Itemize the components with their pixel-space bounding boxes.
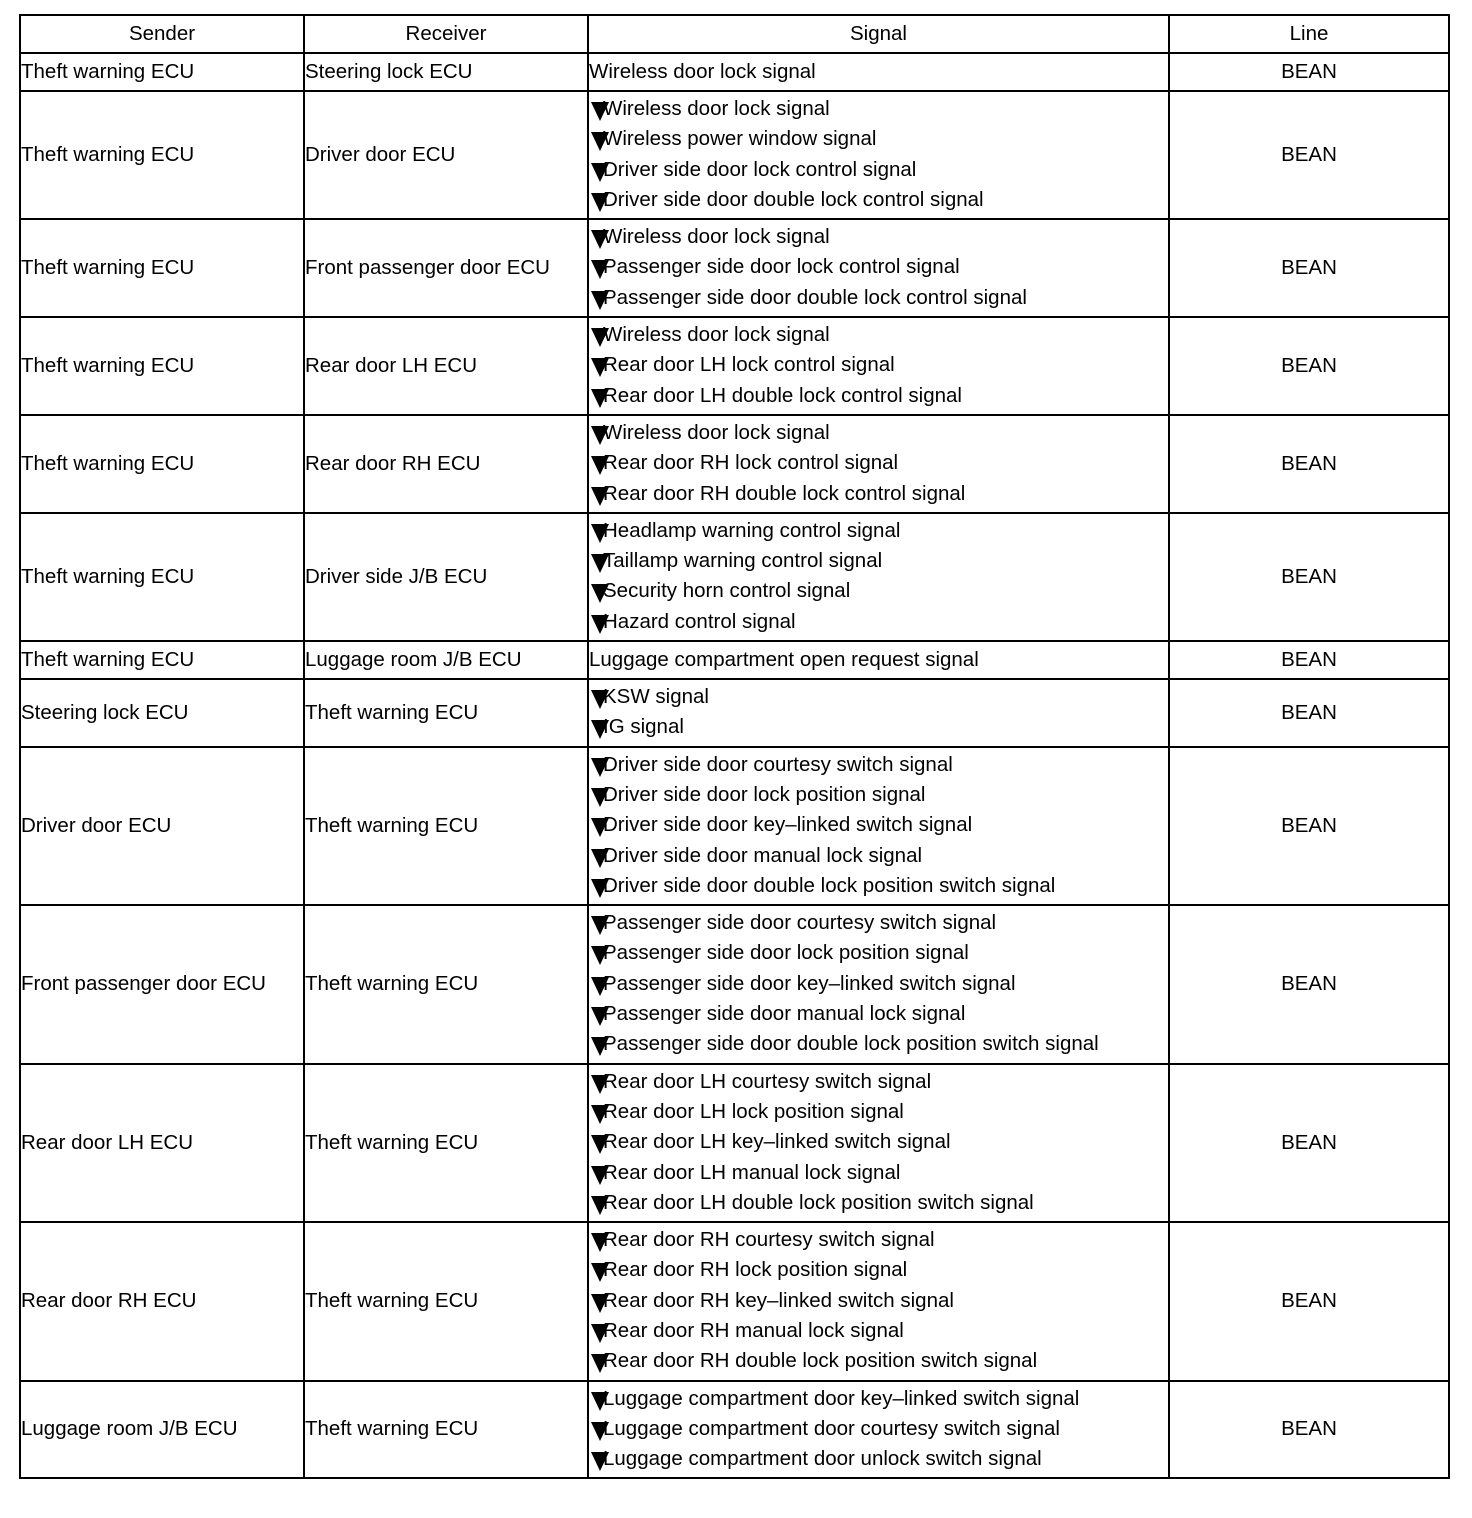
sender-cell: Theft warning ECU	[20, 53, 304, 91]
signal-text: Headlamp warning control signal	[603, 518, 901, 542]
communication-table	[19, 14, 1450, 1479]
table-row	[20, 219, 1449, 317]
signal-text: Rear door RH lock control signal	[603, 451, 899, 475]
table-row	[20, 53, 1449, 91]
signal-item	[589, 642, 1168, 678]
signal-item	[589, 810, 1168, 840]
signal-text: Luggage compartment door unlock switch signal	[603, 1447, 1042, 1471]
line-cell: BEAN	[1169, 91, 1449, 219]
signal-text: Wireless door lock signal	[603, 420, 830, 444]
signal-text: Driver side door double lock control signal	[603, 187, 984, 211]
receiver-cell: Theft warning ECU	[304, 747, 588, 905]
table-row	[20, 1064, 1449, 1222]
signal-text: Passenger side door key–linked switch signal	[603, 971, 1016, 995]
signal-cell	[588, 1064, 1169, 1222]
signal-text: Passenger side door lock control signal	[603, 255, 960, 279]
receiver-cell: Theft warning ECU	[304, 905, 588, 1063]
receiver-cell: Theft warning ECU	[304, 1381, 588, 1479]
signal-item	[589, 1255, 1168, 1285]
signal-item	[589, 1188, 1168, 1218]
signal-cell	[588, 747, 1169, 905]
signal-item	[589, 1346, 1168, 1376]
signal-text: Security horn control signal	[603, 579, 851, 603]
signal-item	[589, 381, 1168, 411]
signal-text: Rear door LH courtesy switch signal	[603, 1069, 932, 1093]
table-row	[20, 1222, 1449, 1380]
signal-item	[589, 222, 1168, 252]
signal-cell	[588, 53, 1169, 91]
receiver-cell: Luggage room J/B ECU	[304, 641, 588, 679]
line-cell: BEAN	[1169, 219, 1449, 317]
signal-text: Passenger side door courtesy switch signal	[603, 911, 997, 935]
signal-item	[589, 1414, 1168, 1444]
sender-cell: Theft warning ECU	[20, 91, 304, 219]
signal-text: Rear door LH double lock position switch signal	[603, 1190, 1034, 1214]
signal-item	[589, 1029, 1168, 1059]
signal-text: Wireless door lock signal	[603, 225, 830, 249]
signal-item	[589, 1127, 1168, 1157]
sender-cell: Theft warning ECU	[20, 415, 304, 513]
line-cell: BEAN	[1169, 1222, 1449, 1380]
sender-cell: Theft warning ECU	[20, 641, 304, 679]
sender-cell: Theft warning ECU	[20, 513, 304, 641]
signal-text: Rear door LH manual lock signal	[603, 1160, 901, 1184]
signal-item	[589, 350, 1168, 380]
signal-item	[589, 1444, 1168, 1474]
signal-text: Wireless door lock signal	[603, 97, 830, 120]
signal-cell	[588, 219, 1169, 317]
signal-item	[589, 908, 1168, 938]
signal-cell	[588, 679, 1169, 747]
signal-item	[589, 1286, 1168, 1316]
signal-item	[589, 712, 1168, 742]
receiver-cell: Front passenger door ECU	[304, 219, 588, 317]
header-sender: Sender	[20, 15, 304, 53]
line-cell: BEAN	[1169, 747, 1449, 905]
sender-cell: Luggage room J/B ECU	[20, 1381, 304, 1479]
signal-text: Luggage compartment door key–linked switch signal	[603, 1386, 1080, 1410]
table-row	[20, 91, 1449, 219]
sender-cell: Driver door ECU	[20, 747, 304, 905]
receiver-cell: Driver door ECU	[304, 91, 588, 219]
signal-text: Rear door RH double lock position switch signal	[603, 1349, 1038, 1373]
signal-text: Rear door LH lock position signal	[603, 1099, 904, 1123]
line-cell: BEAN	[1169, 1064, 1449, 1222]
signal-text: Driver side door key–linked switch signal	[603, 813, 973, 837]
signal-text: Wireless door lock signal	[603, 323, 830, 347]
table-row	[20, 641, 1449, 679]
table-row	[20, 317, 1449, 415]
signal-text: IG signal	[603, 715, 684, 739]
signal-text: Luggage compartment open request signal	[589, 648, 979, 672]
signal-item	[589, 320, 1168, 350]
signal-cell	[588, 1222, 1169, 1380]
table-body	[20, 53, 1449, 1478]
line-cell: BEAN	[1169, 415, 1449, 513]
signal-text: Driver side door lock control signal	[603, 157, 917, 181]
header-line: Line	[1169, 15, 1449, 53]
signal-text: Driver side door double lock position switch signal	[603, 873, 1056, 897]
signal-item	[589, 999, 1168, 1029]
signal-text: Taillamp warning control signal	[603, 549, 883, 573]
signal-item	[589, 155, 1168, 185]
signal-item	[589, 54, 1168, 90]
receiver-cell: Rear door LH ECU	[304, 317, 588, 415]
signal-item	[589, 1316, 1168, 1346]
signal-text: KSW signal	[603, 685, 709, 709]
signal-text: Passenger side door lock position signal	[603, 941, 969, 965]
header-receiver: Receiver	[304, 15, 588, 53]
receiver-cell: Rear door RH ECU	[304, 415, 588, 513]
sender-cell: Theft warning ECU	[20, 317, 304, 415]
receiver-cell: Steering lock ECU	[304, 53, 588, 91]
signal-text: Passenger side door double lock position switch signal	[603, 1032, 1099, 1056]
sender-cell: Rear door LH ECU	[20, 1064, 304, 1222]
signal-cell	[588, 905, 1169, 1063]
signal-text: Wireless door lock signal	[589, 60, 816, 83]
signal-text: Driver side door lock position signal	[603, 782, 926, 806]
line-cell: BEAN	[1169, 641, 1449, 679]
signal-text: Rear door LH lock control signal	[603, 353, 895, 377]
line-cell: BEAN	[1169, 905, 1449, 1063]
sender-cell: Steering lock ECU	[20, 679, 304, 747]
signal-text: Rear door LH key–linked switch signal	[603, 1130, 951, 1154]
signal-text: Passenger side door double lock control signal	[603, 285, 1027, 309]
signal-item	[589, 1225, 1168, 1255]
signal-item	[589, 516, 1168, 546]
signal-item	[589, 1097, 1168, 1127]
signal-item	[589, 1067, 1168, 1097]
receiver-cell: Driver side J/B ECU	[304, 513, 588, 641]
signal-item	[589, 938, 1168, 968]
signal-text: Wireless power window signal	[603, 127, 877, 151]
signal-cell	[588, 317, 1169, 415]
signal-item	[589, 252, 1168, 282]
signal-text: Driver side door courtesy switch signal	[603, 752, 953, 776]
signal-item	[589, 780, 1168, 810]
signal-text: Rear door RH key–linked switch signal	[603, 1288, 954, 1312]
sender-cell: Theft warning ECU	[20, 219, 304, 317]
signal-item	[589, 607, 1168, 637]
header-signal: Signal	[588, 15, 1169, 53]
signal-item	[589, 576, 1168, 606]
signal-text: Passenger side door manual lock signal	[603, 1002, 966, 1026]
line-cell: BEAN	[1169, 679, 1449, 747]
signal-item	[589, 448, 1168, 478]
signal-text: Rear door RH courtesy switch signal	[603, 1228, 935, 1252]
signal-item	[589, 546, 1168, 576]
signal-cell	[588, 91, 1169, 219]
signal-cell	[588, 641, 1169, 679]
signal-text: Driver side door manual lock signal	[603, 843, 923, 867]
signal-cell	[588, 1381, 1169, 1479]
signal-item	[589, 1384, 1168, 1414]
table-row	[20, 513, 1449, 641]
line-cell: BEAN	[1169, 317, 1449, 415]
signal-text: Rear door RH manual lock signal	[603, 1318, 904, 1342]
receiver-cell: Theft warning ECU	[304, 679, 588, 747]
table-row	[20, 679, 1449, 747]
line-cell: BEAN	[1169, 53, 1449, 91]
receiver-cell: Theft warning ECU	[304, 1064, 588, 1222]
signal-item	[589, 94, 1168, 124]
signal-item	[589, 871, 1168, 901]
table-row	[20, 747, 1449, 905]
sender-cell: Rear door RH ECU	[20, 1222, 304, 1380]
table-row	[20, 1381, 1449, 1479]
table-row	[20, 905, 1449, 1063]
signal-item	[589, 682, 1168, 712]
signal-cell	[588, 513, 1169, 641]
line-cell: BEAN	[1169, 1381, 1449, 1479]
signal-item	[589, 841, 1168, 871]
line-cell: BEAN	[1169, 513, 1449, 641]
signal-cell	[588, 415, 1169, 513]
header-row	[20, 15, 1449, 53]
signal-item	[589, 418, 1168, 448]
signal-item	[589, 969, 1168, 999]
signal-item	[589, 283, 1168, 313]
signal-item	[589, 1158, 1168, 1188]
signal-item	[589, 185, 1168, 215]
signal-item	[589, 124, 1168, 154]
receiver-cell: Theft warning ECU	[304, 1222, 588, 1380]
signal-text: Rear door RH lock position signal	[603, 1258, 908, 1282]
table-row	[20, 415, 1449, 513]
signal-item	[589, 750, 1168, 780]
signal-text: Hazard control signal	[603, 609, 796, 633]
signal-text: Rear door LH double lock control signal	[603, 383, 962, 407]
signal-item	[589, 479, 1168, 509]
signal-text: Rear door RH double lock control signal	[603, 481, 966, 505]
sender-cell: Front passenger door ECU	[20, 905, 304, 1063]
signal-text: Luggage compartment door courtesy switch signal	[603, 1416, 1060, 1440]
